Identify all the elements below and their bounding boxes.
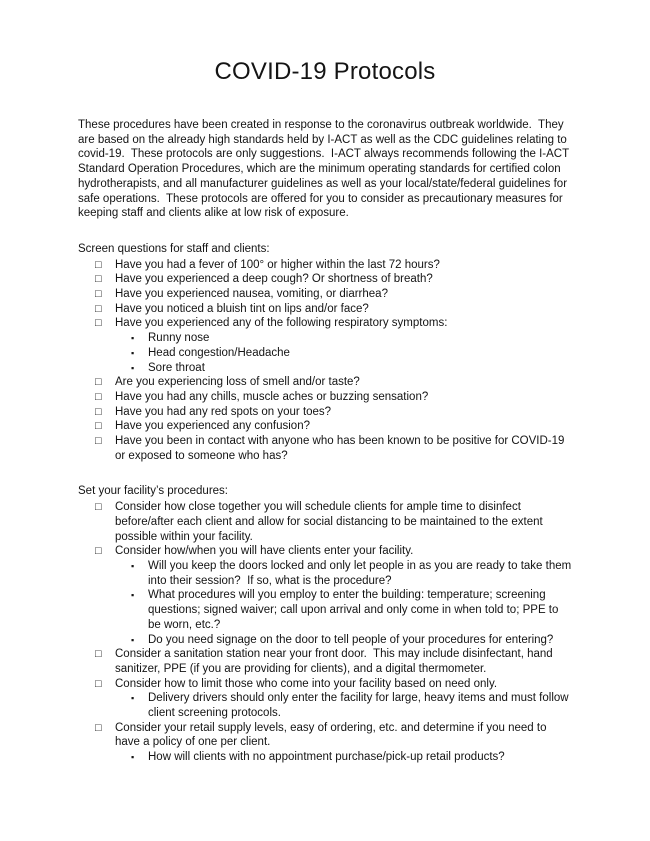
checklist-item-text: Consider how close together you will schedule clients for ample time to disinfect before/after each client and allow for social distancing to be maintained to the extent possible within your facility. <box>115 501 546 543</box>
sub-bullet-item <box>78 559 575 588</box>
checkbox-icon: □ <box>95 302 102 315</box>
checklist-item-text: Have you experienced any confusion? <box>115 420 310 433</box>
sub-bullet-item <box>78 633 572 648</box>
sub-item-text: Delivery drivers should only enter the facility for large, heavy items and must follow client screening protocols. <box>148 692 572 720</box>
checkbox-icon: □ <box>95 258 102 271</box>
sub-item-text: Runny nose <box>148 332 210 345</box>
checkbox-icon: □ <box>95 273 102 286</box>
checklist-item-text: Have you had any red spots on your toes? <box>115 405 332 418</box>
sub-bullet-item <box>78 361 572 376</box>
checklist-item-text: Have you experienced any of the following respiratory symptoms: <box>115 317 448 330</box>
sub-item-text: Do you need signage on the door to tell people of your procedures for entering? <box>148 633 554 646</box>
square-bullet-icon: ▪ <box>131 693 135 704</box>
checkbox-icon: □ <box>95 501 102 514</box>
checkbox-icon: □ <box>95 648 102 661</box>
section-facility-procedures <box>78 484 575 764</box>
sub-item-text: How will clients with no appointment purchase/pick-up retail products? <box>148 751 505 764</box>
checklist-item <box>78 434 572 463</box>
checklist <box>78 500 575 765</box>
checklist-item <box>78 272 572 287</box>
checkbox-icon: □ <box>95 317 102 330</box>
checklist-item <box>78 316 572 331</box>
section-heading: Set your facility’s procedures: <box>78 485 228 498</box>
square-bullet-icon: ▪ <box>131 752 135 763</box>
checkbox-icon: □ <box>95 545 102 558</box>
square-bullet-icon: ▪ <box>131 590 135 601</box>
checkbox-icon: □ <box>95 420 102 433</box>
checklist-item-text: Have you been in contact with anyone who has been known to be positive for COVID-19 or exposed to someone who has? <box>115 435 568 462</box>
checkbox-icon: □ <box>95 405 102 418</box>
checklist-item-text: Are you experiencing loss of smell and/or taste? <box>115 376 360 389</box>
checklist-item <box>78 375 572 390</box>
sub-bullet-item <box>78 750 572 765</box>
checklist-item-text: Have you noticed a bluish tint on lips and/or face? <box>115 302 369 315</box>
sub-item-text: Head congestion/Headache <box>148 346 290 359</box>
checklist-item <box>78 721 572 750</box>
checklist-item <box>78 405 572 420</box>
checklist-item-text: Have you experienced nausea, vomiting, or diarrhea? <box>115 288 388 301</box>
checklist-item-text: Consider how/when you will have clients enter your facility. <box>115 545 414 558</box>
square-bullet-icon: ▪ <box>131 333 135 344</box>
section-heading: Screen questions for staff and clients: <box>78 242 270 255</box>
checklist-item <box>78 500 572 544</box>
sub-bullet-item <box>78 331 572 346</box>
square-bullet-icon: ▪ <box>131 347 135 358</box>
checklist-item <box>78 258 572 273</box>
checklist-item-text: Consider a sanitation station near your front door. This may include disinfectant, hand sanitizer, PPE (if you are providing for clients), and a digital thermometer. <box>115 648 556 675</box>
checklist-item <box>78 390 572 405</box>
sub-bullet-item <box>78 588 572 632</box>
sub-bullet-item <box>78 346 572 361</box>
checkbox-icon: □ <box>95 390 102 403</box>
checklist <box>78 258 572 464</box>
checkbox-icon: □ <box>95 288 102 301</box>
square-bullet-icon: ▪ <box>131 362 135 373</box>
sub-bullet-item <box>78 691 572 720</box>
checklist-item <box>78 287 572 302</box>
checklist-item-text: Have you had a fever of 100° or higher within the last 72 hours? <box>115 258 440 271</box>
square-bullet-icon: ▪ <box>131 560 135 571</box>
intro-paragraph: These procedures have been created in response to the coronavirus outbreak worldwide. They are based on the already high standards held by I-ACT as well as the CDC guidelines relating to covid-19. These protocols are only suggestions. I-ACT always recommends following the I-ACT Standard Operation Procedures, which are the minimum operating standards for certified colon hydrotherapists, and all manufacturer guidelines as well as your local/state/federal guidelines for safe operations. These protocols are offered for you to consider as precautionary measures for keeping staff and clients alike at low risk of exposure. <box>78 119 573 220</box>
sub-item-text: Sore throat <box>148 361 205 374</box>
checklist-item <box>78 302 572 317</box>
checkbox-icon: □ <box>95 435 102 448</box>
checklist-item <box>78 544 572 559</box>
checklist-item-text: Consider your retail supply levels, easy of ordering, etc. and determine if you need to have a policy of one per client. <box>115 721 550 749</box>
checkbox-icon: □ <box>95 721 102 734</box>
square-bullet-icon: ▪ <box>131 634 135 645</box>
checklist-item-text: Have you experienced a deep cough? Or shortness of breath? <box>115 273 433 286</box>
checklist-item-text: Consider how to limit those who come into your facility based on need only. <box>115 677 498 690</box>
checklist-item-text: Have you had any chills, muscle aches or buzzing sensation? <box>115 390 429 403</box>
checkbox-icon: □ <box>95 376 102 389</box>
checklist-item <box>78 677 572 692</box>
checklist-item <box>78 647 572 676</box>
checkbox-icon: □ <box>95 677 102 690</box>
page-title: COVID-19 Protocols <box>214 58 436 85</box>
sub-item-text: Will you keep the doors locked and only let people in as you are ready to take them into their session? If so, what is the procedure? <box>148 559 575 587</box>
section-screen-questions <box>78 242 572 464</box>
checklist-item <box>78 419 572 434</box>
sub-item-text: What procedures will you employ to enter the building: temperature; screening questions; signed waiver; call upon arrival and only come in when told to; PPE to be worn, etc.? <box>148 589 562 631</box>
